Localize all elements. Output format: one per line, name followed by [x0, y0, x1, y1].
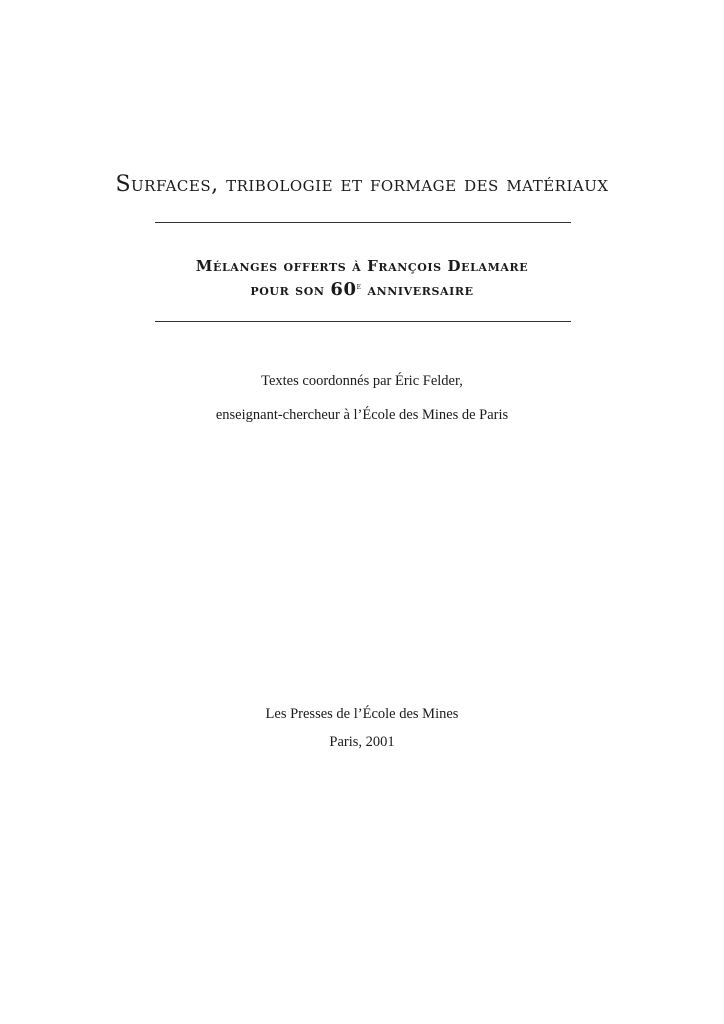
coordinator-affiliation: enseignant-chercheur à l’École des Mines de Paris: [215, 407, 509, 423]
subtitle-suffix: anniversaire: [367, 281, 474, 299]
coordinator-line: Textes coordonnés par Éric Felder,: [261, 373, 463, 389]
subtitle-superscript: e: [356, 282, 362, 292]
subtitle-prefix: pour son: [250, 281, 325, 299]
publisher-name: Les Presses de l’École des Mines: [265, 706, 459, 722]
subtitle-line-1: Mélanges offerts à François Delamare: [195, 257, 529, 275]
bottom-divider: [155, 321, 571, 322]
subtitle-line-2: [0, 278, 724, 302]
publisher-place-year: Paris, 2001: [329, 734, 395, 750]
subtitle-number: 60: [330, 279, 357, 300]
top-divider: [155, 222, 571, 223]
book-subtitle: [0, 254, 724, 302]
book-title: Surfaces, tribologie et formage des matériaux: [115, 172, 609, 197]
